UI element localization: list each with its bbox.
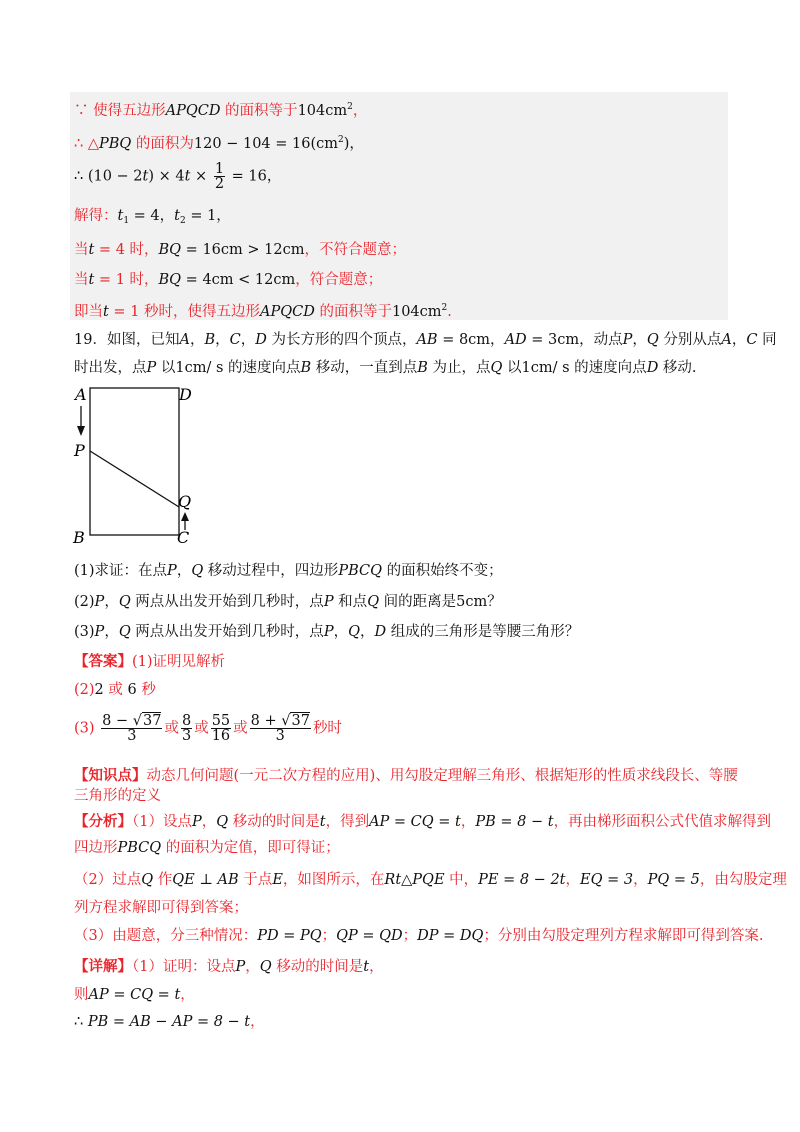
label-a: A <box>75 385 87 404</box>
subquestion-3: (3)P，Q 两点从出发开始到几秒时，点P，Q，D 组成的三角形是等腰三角形？ <box>74 624 580 640</box>
analysis-line-4: 列方程求解即可得到答案； <box>74 900 248 916</box>
fraction-8-over-3: $\frac{8}{3}$ <box>181 713 192 744</box>
answer-line-1: 【答案】(1)证明见解析 <box>74 653 226 670</box>
fraction-8-plus-sqrt37-over-3: $\frac{8 + √37}{3}$ <box>250 713 310 744</box>
detail-line-3: ∴ PB = AB − AP = 8 − t， <box>74 1014 265 1030</box>
solution-line-1: ∵ 使得五边形APQCD 的面积等于$104cm^2$， <box>74 102 368 119</box>
answer-heading: 【答案】 <box>74 653 132 670</box>
subquestion-2: (2)P，Q 两点从出发开始到几秒时，点P 和点Q 间的距离是5cm？ <box>74 594 502 610</box>
question-19-line-2: 时出发，点P 以1cm/ s 的速度向点B 移动，一直到点B 为止，点Q 以1cm/ s 的速度向点D 移动. <box>74 360 697 376</box>
answer-line-2: (2)2 或 6 秒 <box>74 682 156 698</box>
knowledge-heading: 【知识点】 <box>74 767 147 784</box>
arrow-c-to-q-head <box>181 512 189 521</box>
label-b: B <box>73 528 85 547</box>
solution-line-7: 即当t = 1 秒时，使得五边形APQCD 的面积等于$104cm^2$. <box>74 303 452 320</box>
solution-line-2: ∴ △PBQ 的面积为$120 - 104 = 16(cm^2)$， <box>74 135 364 152</box>
solution-line-3: ∴ (10 − 2t) × 4t × $\frac{1}{2}$ = 16， <box>74 161 282 192</box>
fraction-8-minus-sqrt37-over-3: $\frac{8 - √37}{3}$ <box>102 713 162 744</box>
solution-line-4: 解得：$t_1 = 4$，$t_2 = 1$， <box>74 208 231 226</box>
label-p: P <box>74 441 85 460</box>
label-q: Q <box>178 492 192 511</box>
analysis-line-5: （3）由题意，分三种情况：PD = PQ；QP = QD；DP = DQ；分别由勾股定理列方程求解即可得到答案. <box>74 928 764 944</box>
arrow-a-to-p-head <box>77 426 85 436</box>
question-19-line-1: 19．如图，已知A，B，C，D 为长方形的四个顶点，AB = 8cm，AD = 3cm，动点P，Q 分别从点A，C 同 <box>74 332 777 348</box>
solution-line-5: 当t = 4 时，BQ = 16cm > 12cm，不符合题意； <box>74 242 406 258</box>
fraction-55-over-16: $\frac{55}{16}$ <box>211 713 231 744</box>
analysis-line-3: （2）过点Q 作QE ⊥ AB 于点E，如图所示，在Rt△PQE 中，PE = 8 − 2t，EQ = 3，PQ = 5，由勾股定理 <box>74 872 787 888</box>
detail-heading: 【详解】 <box>74 958 132 975</box>
answer-line-3: (3) $\frac{8 - √37}{3}$ 或 $\frac{8}{3}$ 或 $\frac{55}{16}$ 或 $\frac{8 + √37}{3}$ 秒时 <box>74 713 342 744</box>
label-d: D <box>179 385 192 404</box>
rectangle-abcd <box>90 388 179 535</box>
fraction-one-half: $\frac{1}{2}$ <box>214 161 225 192</box>
segment-pq <box>90 451 179 507</box>
knowledge-line-1: 【知识点】动态几何问题(一元二次方程的应用)、用勾股定理解三角形、根据矩形的性质求线段长、等腰 <box>74 767 738 784</box>
detail-line-2: 则AP = CQ = t， <box>74 987 195 1003</box>
label-c: C <box>177 528 190 547</box>
solution-line-6: 当t = 1 时，BQ = 4cm < 12cm，符合题意； <box>74 272 383 288</box>
rectangle-figure <box>66 380 226 550</box>
analysis-line-1: 【分析】（1）设点P，Q 移动的时间是t，得到AP = CQ = t，PB = 8 − t，再由梯形面积公式代值求解得到 <box>74 813 772 830</box>
analysis-line-2: 四边形PBCQ 的面积为定值，即可得证； <box>74 840 340 856</box>
subquestion-1: (1)求证：在点P，Q 移动过程中，四边形PBCQ 的面积始终不变； <box>74 563 503 579</box>
detail-line-1: 【详解】（1）证明：设点P，Q 移动的时间是t， <box>74 958 384 975</box>
analysis-heading: 【分析】 <box>74 813 132 830</box>
knowledge-line-2: 三角形的定义 <box>74 788 161 804</box>
